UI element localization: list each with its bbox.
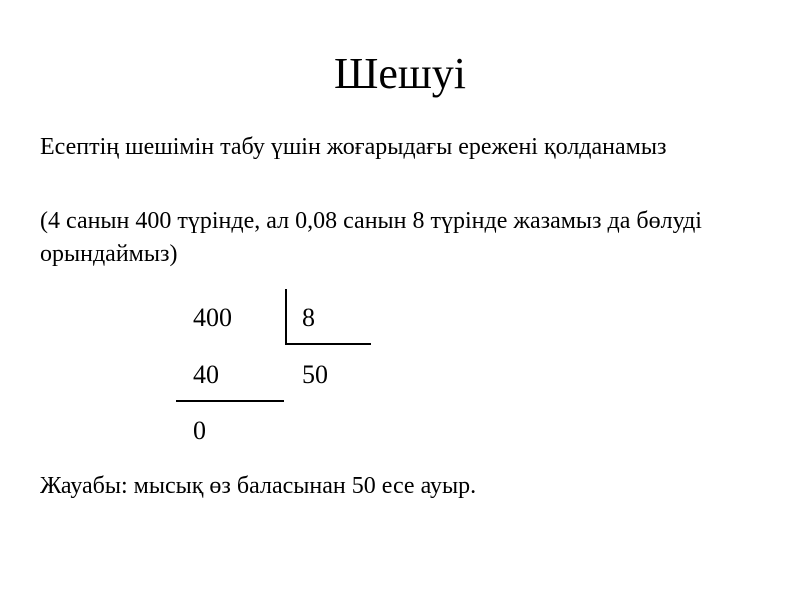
division-quotient-line (285, 343, 371, 345)
answer-text: Жауабы: мысық өз баласынан 50 есе ауыр. (40, 473, 477, 499)
division-dividend: 400 (193, 303, 232, 332)
division-vertical-line (285, 289, 287, 345)
division-quotient: 50 (302, 360, 328, 389)
explanation-paragraph: (4 санын 400 түрінде, ал 0,08 санын 8 түрінде жазамыз да бөлуді орындаймыз) (40, 208, 702, 267)
slide-title: Шешуі (333, 49, 467, 98)
division-remainder: 0 (193, 416, 206, 445)
division-subtraction-line (176, 400, 284, 402)
instruction-paragraph: Есептің шешімін табу үшін жоғарыдағы ережені қолданамыз (40, 134, 667, 160)
division-subtracted: 40 (193, 360, 219, 389)
division-divisor: 8 (302, 303, 315, 332)
